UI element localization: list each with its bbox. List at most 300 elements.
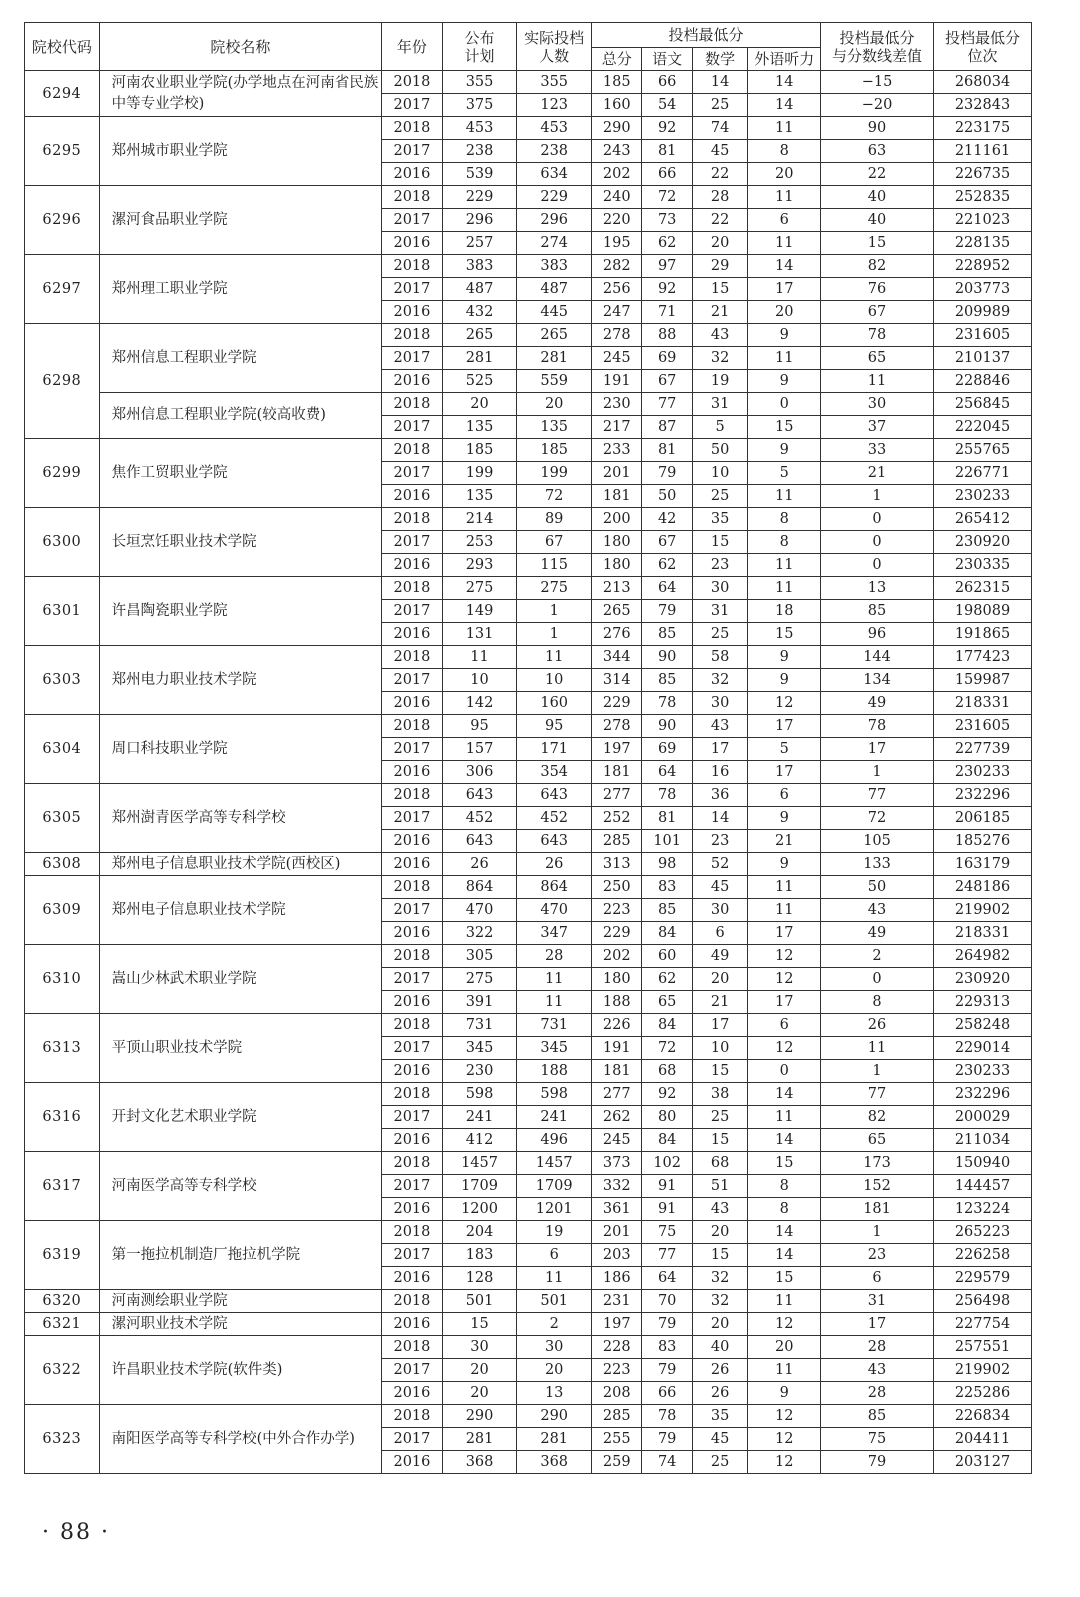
plan-cell: 306 xyxy=(442,761,517,784)
rank-cell: 228846 xyxy=(934,370,1032,393)
score-diff-cell: 0 xyxy=(821,554,934,577)
total-score-cell: 188 xyxy=(592,991,642,1014)
actual-cell: 28 xyxy=(517,945,592,968)
actual-cell: 20 xyxy=(517,393,592,416)
actual-cell: 135 xyxy=(517,416,592,439)
chinese-score-cell: 74 xyxy=(642,1451,692,1474)
rank-cell: 226834 xyxy=(934,1405,1032,1428)
total-score-cell: 202 xyxy=(592,163,642,186)
school-name: 漯河职业技术学院 xyxy=(99,1313,382,1336)
plan-cell: 185 xyxy=(442,439,517,462)
plan-cell: 452 xyxy=(442,807,517,830)
total-score-cell: 230 xyxy=(592,393,642,416)
year-cell: 2016 xyxy=(382,485,443,508)
math-score-cell: 14 xyxy=(692,807,747,830)
rank-cell: 221023 xyxy=(934,209,1032,232)
plan-cell: 20 xyxy=(442,393,517,416)
math-score-cell: 43 xyxy=(692,324,747,347)
listening-score-cell: 11 xyxy=(748,1106,821,1129)
chinese-score-cell: 78 xyxy=(642,784,692,807)
total-score-cell: 197 xyxy=(592,738,642,761)
school-code: 6320 xyxy=(25,1290,100,1313)
rank-cell: 264982 xyxy=(934,945,1032,968)
total-score-cell: 252 xyxy=(592,807,642,830)
table-row xyxy=(25,1405,1032,1428)
chinese-score-cell: 83 xyxy=(642,876,692,899)
rank-cell: 258248 xyxy=(934,1014,1032,1037)
math-score-cell: 74 xyxy=(692,117,747,140)
listening-score-cell: 17 xyxy=(748,991,821,1014)
math-score-cell: 21 xyxy=(692,991,747,1014)
year-cell: 2017 xyxy=(382,1037,443,1060)
actual-cell: 354 xyxy=(517,761,592,784)
actual-cell: 188 xyxy=(517,1060,592,1083)
plan-cell: 539 xyxy=(442,163,517,186)
plan-cell: 135 xyxy=(442,485,517,508)
plan-cell: 290 xyxy=(442,1405,517,1428)
actual-cell: 30 xyxy=(517,1336,592,1359)
score-diff-cell: 0 xyxy=(821,508,934,531)
year-cell: 2017 xyxy=(382,600,443,623)
school-name: 许昌职业技术学院(软件类) xyxy=(99,1336,382,1405)
listening-score-cell: 9 xyxy=(748,439,821,462)
total-score-cell: 277 xyxy=(592,784,642,807)
year-cell: 2016 xyxy=(382,692,443,715)
score-diff-cell: 181 xyxy=(821,1198,934,1221)
listening-score-cell: 14 xyxy=(748,71,821,94)
rank-cell: 232296 xyxy=(934,1083,1032,1106)
year-cell: 2018 xyxy=(382,324,443,347)
total-score-cell: 285 xyxy=(592,830,642,853)
chinese-score-cell: 81 xyxy=(642,140,692,163)
chinese-score-cell: 54 xyxy=(642,94,692,117)
score-diff-cell: 85 xyxy=(821,1405,934,1428)
listening-score-cell: 6 xyxy=(748,209,821,232)
plan-cell: 275 xyxy=(442,577,517,600)
rank-cell: 226258 xyxy=(934,1244,1032,1267)
plan-cell: 305 xyxy=(442,945,517,968)
actual-cell: 275 xyxy=(517,577,592,600)
math-score-cell: 45 xyxy=(692,1428,747,1451)
actual-cell: 559 xyxy=(517,370,592,393)
rank-cell: 230233 xyxy=(934,1060,1032,1083)
year-cell: 2017 xyxy=(382,209,443,232)
listening-score-cell: 9 xyxy=(748,324,821,347)
plan-cell: 149 xyxy=(442,600,517,623)
actual-cell: 11 xyxy=(517,1267,592,1290)
listening-score-cell: 8 xyxy=(748,508,821,531)
math-score-cell: 32 xyxy=(692,1267,747,1290)
total-score-cell: 213 xyxy=(592,577,642,600)
year-cell: 2017 xyxy=(382,416,443,439)
listening-score-cell: 11 xyxy=(748,1290,821,1313)
math-score-cell: 21 xyxy=(692,301,747,324)
score-diff-cell: 6 xyxy=(821,1267,934,1290)
school-code: 6316 xyxy=(25,1083,100,1152)
listening-score-cell: 6 xyxy=(748,784,821,807)
chinese-score-cell: 62 xyxy=(642,554,692,577)
actual-cell: 241 xyxy=(517,1106,592,1129)
listening-score-cell: 17 xyxy=(748,761,821,784)
math-score-cell: 22 xyxy=(692,209,747,232)
listening-score-cell: 11 xyxy=(748,899,821,922)
total-score-cell: 197 xyxy=(592,1313,642,1336)
actual-cell: 238 xyxy=(517,140,592,163)
score-diff-cell: 77 xyxy=(821,784,934,807)
score-diff-cell: 8 xyxy=(821,991,934,1014)
listening-score-cell: 12 xyxy=(748,945,821,968)
table-body xyxy=(25,71,1032,1474)
chinese-score-cell: 78 xyxy=(642,1405,692,1428)
total-score-cell: 243 xyxy=(592,140,642,163)
actual-cell: 265 xyxy=(517,324,592,347)
listening-score-cell: 12 xyxy=(748,1037,821,1060)
year-cell: 2016 xyxy=(382,1060,443,1083)
plan-cell: 253 xyxy=(442,531,517,554)
total-score-cell: 226 xyxy=(592,1014,642,1037)
year-cell: 2018 xyxy=(382,1405,443,1428)
plan-cell: 265 xyxy=(442,324,517,347)
chinese-score-cell: 79 xyxy=(642,462,692,485)
year-cell: 2016 xyxy=(382,232,443,255)
year-cell: 2016 xyxy=(382,853,443,876)
chinese-score-cell: 66 xyxy=(642,1382,692,1405)
rank-cell: 203127 xyxy=(934,1451,1032,1474)
math-score-cell: 43 xyxy=(692,1198,747,1221)
listening-score-cell: 15 xyxy=(748,1152,821,1175)
plan-cell: 183 xyxy=(442,1244,517,1267)
table-row xyxy=(25,255,1032,278)
rank-cell: 211161 xyxy=(934,140,1032,163)
score-diff-cell: 15 xyxy=(821,232,934,255)
plan-cell: 731 xyxy=(442,1014,517,1037)
actual-cell: 6 xyxy=(517,1244,592,1267)
listening-score-cell: 14 xyxy=(748,255,821,278)
rank-cell: 218331 xyxy=(934,922,1032,945)
total-score-cell: 181 xyxy=(592,1060,642,1083)
year-cell: 2017 xyxy=(382,531,443,554)
actual-cell: 864 xyxy=(517,876,592,899)
school-name: 郑州信息工程职业学院 xyxy=(99,324,382,393)
year-cell: 2016 xyxy=(382,1129,443,1152)
listening-score-cell: 9 xyxy=(748,646,821,669)
table-row xyxy=(25,1152,1032,1175)
total-score-cell: 278 xyxy=(592,715,642,738)
year-cell: 2018 xyxy=(382,71,443,94)
score-diff-cell: 1 xyxy=(821,1221,934,1244)
chinese-score-cell: 90 xyxy=(642,715,692,738)
math-score-cell: 16 xyxy=(692,761,747,784)
math-score-cell: 29 xyxy=(692,255,747,278)
plan-cell: 10 xyxy=(442,669,517,692)
year-cell: 2018 xyxy=(382,1290,443,1313)
listening-score-cell: 20 xyxy=(748,163,821,186)
plan-cell: 391 xyxy=(442,991,517,1014)
year-cell: 2018 xyxy=(382,646,443,669)
year-cell: 2018 xyxy=(382,439,443,462)
math-score-cell: 17 xyxy=(692,1014,747,1037)
score-diff-cell: 23 xyxy=(821,1244,934,1267)
year-cell: 2016 xyxy=(382,554,443,577)
school-name: 许昌陶瓷职业学院 xyxy=(99,577,382,646)
table-row xyxy=(25,1336,1032,1359)
actual-cell: 11 xyxy=(517,646,592,669)
plan-cell: 1709 xyxy=(442,1175,517,1198)
rank-cell: 231605 xyxy=(934,324,1032,347)
listening-score-cell: 8 xyxy=(748,1198,821,1221)
header-rank: 投档最低分 位次 xyxy=(934,23,1032,71)
header-listening: 外语听力 xyxy=(748,48,821,71)
chinese-score-cell: 81 xyxy=(642,439,692,462)
actual-cell: 598 xyxy=(517,1083,592,1106)
score-diff-cell: 49 xyxy=(821,692,934,715)
listening-score-cell: 15 xyxy=(748,416,821,439)
admission-score-table xyxy=(24,22,1032,1474)
school-code: 6300 xyxy=(25,508,100,577)
total-score-cell: 373 xyxy=(592,1152,642,1175)
year-cell: 2018 xyxy=(382,1083,443,1106)
score-diff-cell: 173 xyxy=(821,1152,934,1175)
year-cell: 2016 xyxy=(382,370,443,393)
math-score-cell: 14 xyxy=(692,71,747,94)
school-code: 6305 xyxy=(25,784,100,853)
total-score-cell: 228 xyxy=(592,1336,642,1359)
year-cell: 2017 xyxy=(382,738,443,761)
math-score-cell: 15 xyxy=(692,531,747,554)
table-row xyxy=(25,784,1032,807)
math-score-cell: 26 xyxy=(692,1359,747,1382)
score-diff-cell: 49 xyxy=(821,922,934,945)
listening-score-cell: 17 xyxy=(748,278,821,301)
listening-score-cell: 9 xyxy=(748,853,821,876)
chinese-score-cell: 84 xyxy=(642,922,692,945)
listening-score-cell: 11 xyxy=(748,577,821,600)
listening-score-cell: 8 xyxy=(748,1175,821,1198)
rank-cell: 229579 xyxy=(934,1267,1032,1290)
plan-cell: 204 xyxy=(442,1221,517,1244)
rank-cell: 198089 xyxy=(934,600,1032,623)
plan-cell: 1200 xyxy=(442,1198,517,1221)
listening-score-cell: 6 xyxy=(748,1014,821,1037)
year-cell: 2017 xyxy=(382,968,443,991)
plan-cell: 275 xyxy=(442,968,517,991)
table-row xyxy=(25,393,1032,416)
chinese-score-cell: 81 xyxy=(642,807,692,830)
math-score-cell: 32 xyxy=(692,347,747,370)
chinese-score-cell: 80 xyxy=(642,1106,692,1129)
school-name: 焦作工贸职业学院 xyxy=(99,439,382,508)
rank-cell: 232843 xyxy=(934,94,1032,117)
plan-cell: 20 xyxy=(442,1359,517,1382)
actual-cell: 634 xyxy=(517,163,592,186)
actual-cell: 445 xyxy=(517,301,592,324)
school-code: 6319 xyxy=(25,1221,100,1290)
score-table-sheet xyxy=(24,22,1040,1474)
total-score-cell: 185 xyxy=(592,71,642,94)
year-cell: 2018 xyxy=(382,1152,443,1175)
year-cell: 2016 xyxy=(382,991,443,1014)
score-diff-cell: 0 xyxy=(821,531,934,554)
math-score-cell: 25 xyxy=(692,1106,747,1129)
year-cell: 2017 xyxy=(382,347,443,370)
rank-cell: 144457 xyxy=(934,1175,1032,1198)
math-score-cell: 25 xyxy=(692,1451,747,1474)
score-diff-cell: −20 xyxy=(821,94,934,117)
actual-cell: 199 xyxy=(517,462,592,485)
math-score-cell: 68 xyxy=(692,1152,747,1175)
total-score-cell: 250 xyxy=(592,876,642,899)
chinese-score-cell: 101 xyxy=(642,830,692,853)
year-cell: 2017 xyxy=(382,669,443,692)
rank-cell: 232296 xyxy=(934,784,1032,807)
rank-cell: 185276 xyxy=(934,830,1032,853)
rank-cell: 268034 xyxy=(934,71,1032,94)
listening-score-cell: 11 xyxy=(748,1359,821,1382)
rank-cell: 252835 xyxy=(934,186,1032,209)
year-cell: 2018 xyxy=(382,255,443,278)
plan-cell: 20 xyxy=(442,1382,517,1405)
total-score-cell: 191 xyxy=(592,370,642,393)
total-score-cell: 361 xyxy=(592,1198,642,1221)
listening-score-cell: 11 xyxy=(748,117,821,140)
listening-score-cell: 9 xyxy=(748,669,821,692)
rank-cell: 230233 xyxy=(934,485,1032,508)
school-name: 嵩山少林武术职业学院 xyxy=(99,945,382,1014)
plan-cell: 26 xyxy=(442,853,517,876)
listening-score-cell: 12 xyxy=(748,1313,821,1336)
year-cell: 2018 xyxy=(382,1221,443,1244)
rank-cell: 265223 xyxy=(934,1221,1032,1244)
listening-score-cell: 12 xyxy=(748,692,821,715)
year-cell: 2018 xyxy=(382,945,443,968)
year-cell: 2016 xyxy=(382,761,443,784)
listening-score-cell: 12 xyxy=(748,1428,821,1451)
table-row xyxy=(25,876,1032,899)
rank-cell: 248186 xyxy=(934,876,1032,899)
score-diff-cell: 1 xyxy=(821,1060,934,1083)
rank-cell: 230335 xyxy=(934,554,1032,577)
chinese-score-cell: 85 xyxy=(642,623,692,646)
math-score-cell: 22 xyxy=(692,163,747,186)
math-score-cell: 25 xyxy=(692,485,747,508)
math-score-cell: 35 xyxy=(692,508,747,531)
year-cell: 2018 xyxy=(382,876,443,899)
actual-cell: 67 xyxy=(517,531,592,554)
plan-cell: 229 xyxy=(442,186,517,209)
score-diff-cell: 28 xyxy=(821,1382,934,1405)
plan-cell: 643 xyxy=(442,830,517,853)
math-score-cell: 19 xyxy=(692,370,747,393)
actual-cell: 281 xyxy=(517,347,592,370)
listening-score-cell: 14 xyxy=(748,1129,821,1152)
total-score-cell: 191 xyxy=(592,1037,642,1060)
chinese-score-cell: 67 xyxy=(642,370,692,393)
chinese-score-cell: 90 xyxy=(642,646,692,669)
score-diff-cell: 133 xyxy=(821,853,934,876)
plan-cell: 368 xyxy=(442,1451,517,1474)
listening-score-cell: 20 xyxy=(748,1336,821,1359)
total-score-cell: 220 xyxy=(592,209,642,232)
chinese-score-cell: 79 xyxy=(642,1313,692,1336)
table-row xyxy=(25,439,1032,462)
header-diff: 投档最低分 与分数线差值 xyxy=(821,23,934,71)
rank-cell: 255765 xyxy=(934,439,1032,462)
rank-cell: 163179 xyxy=(934,853,1032,876)
table-row xyxy=(25,945,1032,968)
year-cell: 2016 xyxy=(382,830,443,853)
total-score-cell: 180 xyxy=(592,968,642,991)
score-diff-cell: 105 xyxy=(821,830,934,853)
table-row xyxy=(25,715,1032,738)
total-score-cell: 265 xyxy=(592,600,642,623)
actual-cell: 10 xyxy=(517,669,592,692)
math-score-cell: 23 xyxy=(692,830,747,853)
listening-score-cell: 5 xyxy=(748,462,821,485)
score-diff-cell: 30 xyxy=(821,393,934,416)
actual-cell: 19 xyxy=(517,1221,592,1244)
year-cell: 2018 xyxy=(382,784,443,807)
year-cell: 2018 xyxy=(382,577,443,600)
rank-cell: 150940 xyxy=(934,1152,1032,1175)
chinese-score-cell: 62 xyxy=(642,232,692,255)
table-row xyxy=(25,186,1032,209)
listening-score-cell: 21 xyxy=(748,830,821,853)
math-score-cell: 32 xyxy=(692,1290,747,1313)
chinese-score-cell: 91 xyxy=(642,1175,692,1198)
actual-cell: 501 xyxy=(517,1290,592,1313)
plan-cell: 241 xyxy=(442,1106,517,1129)
actual-cell: 115 xyxy=(517,554,592,577)
actual-cell: 1709 xyxy=(517,1175,592,1198)
year-cell: 2018 xyxy=(382,1014,443,1037)
school-name: 南阳医学高等专科学校(中外合作办学) xyxy=(99,1405,382,1474)
rank-cell: 225286 xyxy=(934,1382,1032,1405)
math-score-cell: 51 xyxy=(692,1175,747,1198)
rank-cell: 204411 xyxy=(934,1428,1032,1451)
score-diff-cell: 76 xyxy=(821,278,934,301)
chinese-score-cell: 98 xyxy=(642,853,692,876)
actual-cell: 2 xyxy=(517,1313,592,1336)
school-name: 郑州电子信息职业技术学院(西校区) xyxy=(99,853,382,876)
year-cell: 2016 xyxy=(382,1267,443,1290)
header-chinese: 语文 xyxy=(642,48,692,71)
chinese-score-cell: 66 xyxy=(642,163,692,186)
actual-cell: 13 xyxy=(517,1382,592,1405)
plan-cell: 453 xyxy=(442,117,517,140)
listening-score-cell: 12 xyxy=(748,1405,821,1428)
table-row xyxy=(25,1313,1032,1336)
actual-cell: 1201 xyxy=(517,1198,592,1221)
listening-score-cell: 11 xyxy=(748,186,821,209)
plan-cell: 95 xyxy=(442,715,517,738)
chinese-score-cell: 78 xyxy=(642,692,692,715)
school-name: 开封文化艺术职业学院 xyxy=(99,1083,382,1152)
school-name: 郑州理工职业学院 xyxy=(99,255,382,324)
listening-score-cell: 14 xyxy=(748,1221,821,1244)
year-cell: 2017 xyxy=(382,278,443,301)
plan-cell: 1457 xyxy=(442,1152,517,1175)
school-code: 6299 xyxy=(25,439,100,508)
total-score-cell: 180 xyxy=(592,554,642,577)
school-code: 6309 xyxy=(25,876,100,945)
score-diff-cell: 40 xyxy=(821,209,934,232)
math-score-cell: 10 xyxy=(692,1037,747,1060)
total-score-cell: 332 xyxy=(592,1175,642,1198)
rank-cell: 191865 xyxy=(934,623,1032,646)
rank-cell: 226771 xyxy=(934,462,1032,485)
listening-score-cell: 11 xyxy=(748,876,821,899)
total-score-cell: 285 xyxy=(592,1405,642,1428)
